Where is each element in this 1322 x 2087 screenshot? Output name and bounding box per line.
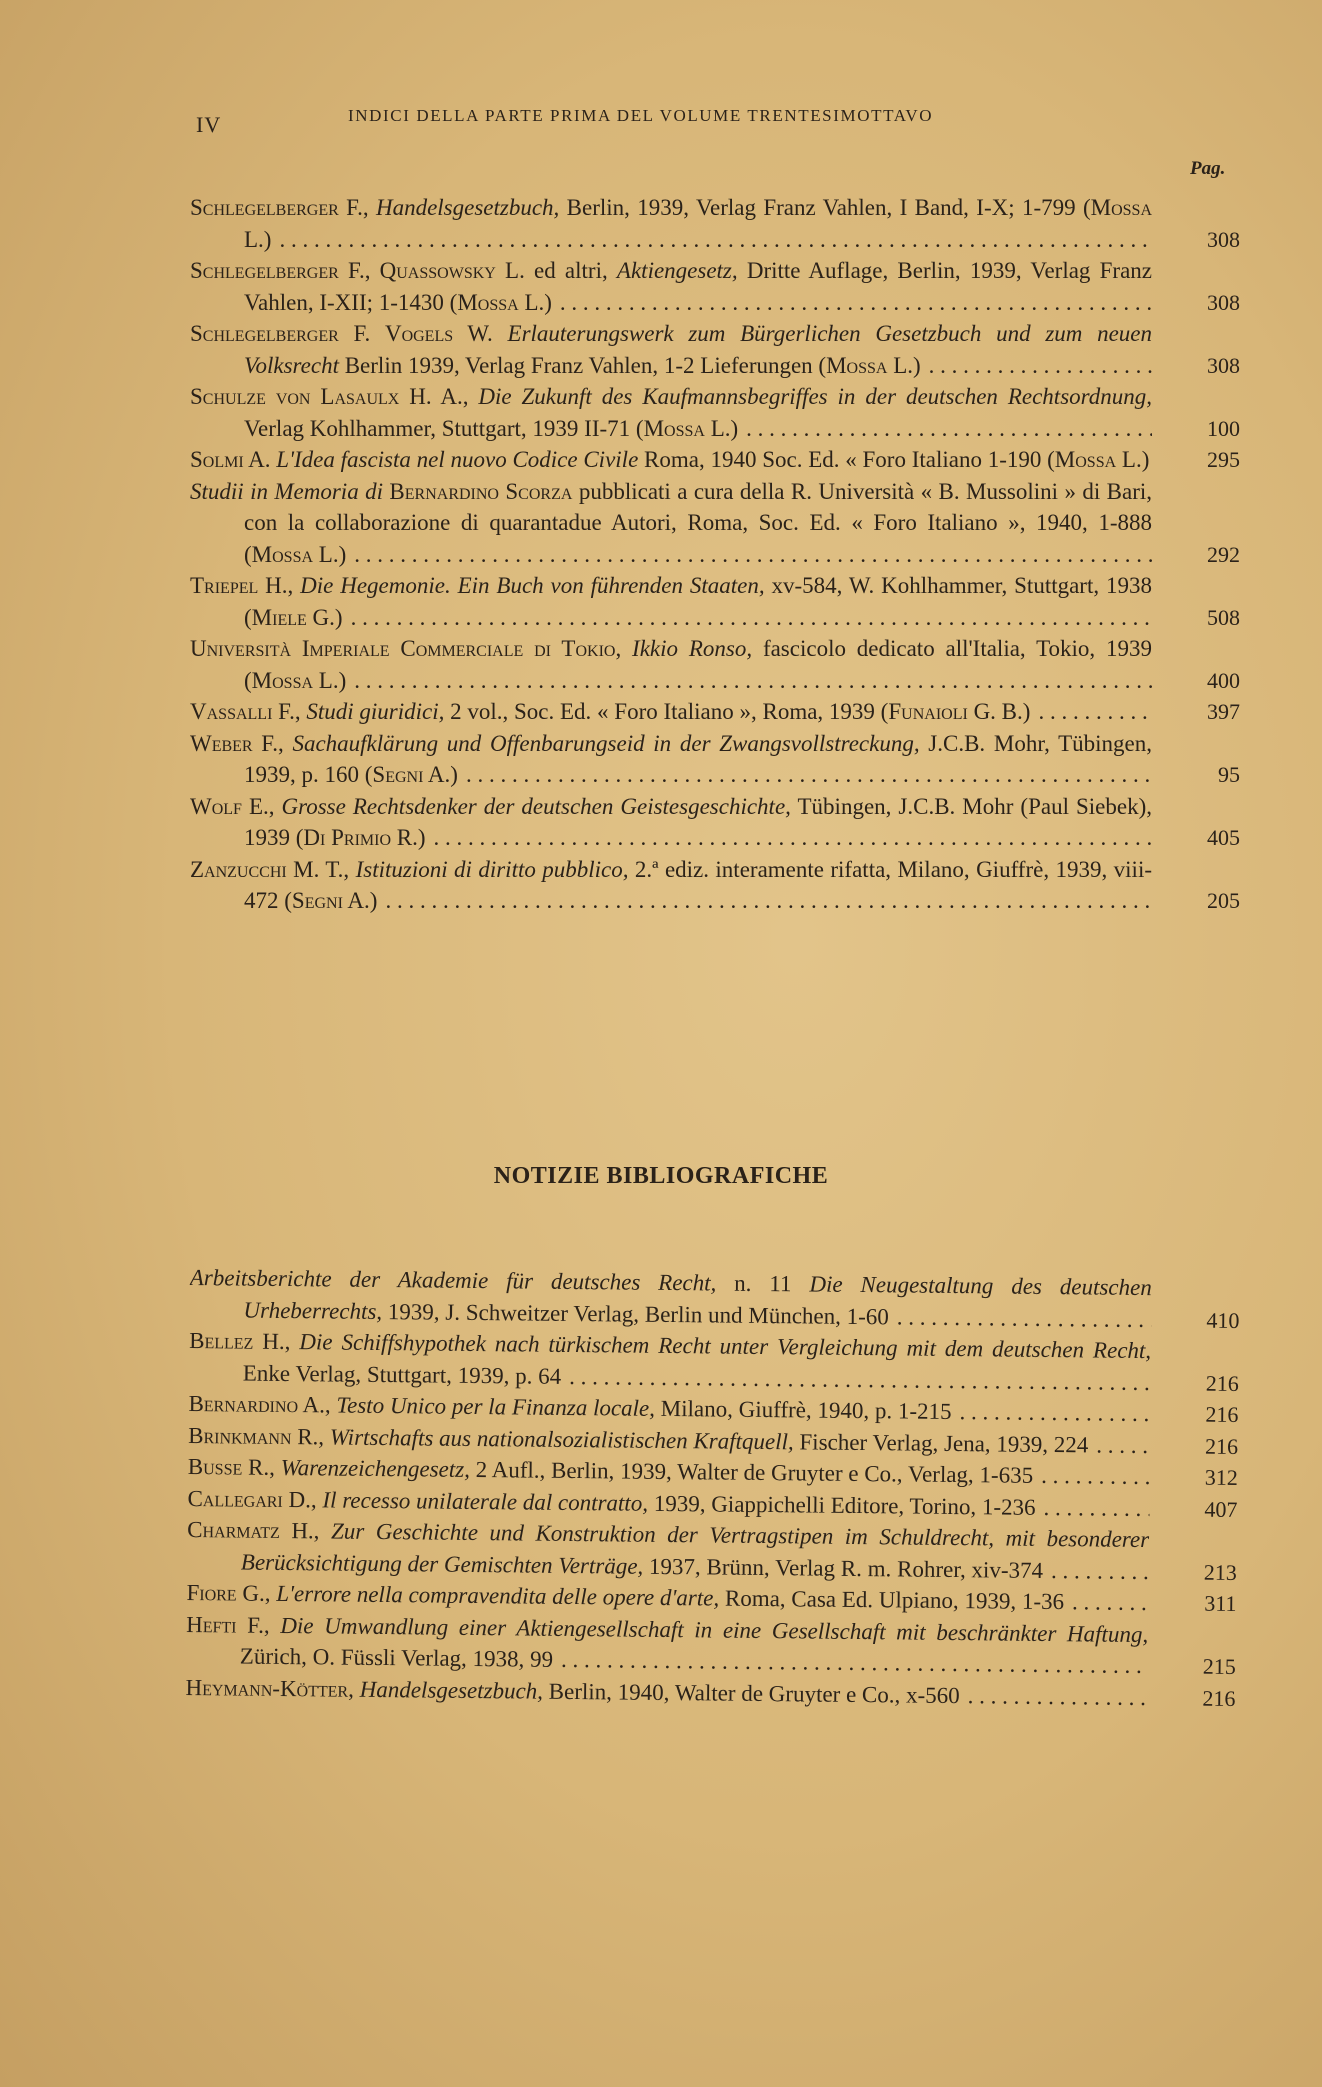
citation-text: 2 Aufl., Berlin, 1939, Walter de Gruyter e Co., Verlag, 1-635 xyxy=(469,1456,1034,1488)
citation-text: A.) xyxy=(342,888,378,913)
page-number: 405 xyxy=(1207,825,1240,850)
page-number: 216 xyxy=(1205,1401,1239,1427)
citation-text: Dritte Auflage, Berlin, 1939, Verlag Franz Vahlen, I-XII; 1-1430 ( xyxy=(244,258,1152,315)
work-title: Testo Unico per la Finanza locale, xyxy=(336,1392,656,1421)
author-name: Mossa xyxy=(251,541,314,567)
citation-text: D., xyxy=(282,1486,323,1512)
citation-text: 2 vol., Soc. Ed. « Foro Italiano », Roma, 1939 ( xyxy=(444,699,889,724)
index-entry xyxy=(190,570,1240,633)
work-title: Die Schiffshypothek nach türkischem Recht unter Vergleichung mit dem deutschen Recht, xyxy=(299,1329,1152,1364)
entry-text xyxy=(190,696,1152,728)
section-heading: NOTIZIE BIBLIOGRAFICHE xyxy=(493,1163,829,1189)
work-title: Zur Geschichte und Konstruktion der Vertragstipen im Schuldrecht, mit besonderer Berücksichtigung der Gemischten Verträge, xyxy=(240,1518,1150,1579)
author-name: Segni xyxy=(291,888,343,913)
index-entry xyxy=(190,381,1240,444)
entry-text xyxy=(190,318,1152,381)
citation-text: F., xyxy=(272,699,307,724)
citation-text: M. T., xyxy=(286,856,356,882)
author-name: Bernardino Scorza xyxy=(389,478,573,504)
citation-text: Berlin, 1940, Walter de Gruyter e Co., x-560 xyxy=(542,1678,960,1708)
author-name: Weber xyxy=(190,730,253,756)
citation-text: A. xyxy=(243,447,277,472)
citation-text: 1937, Brünn, Verlag R. m. Rohrer, xiv-374 xyxy=(643,1553,1044,1583)
citation-text: fascicolo dedicato all'Italia, Tokio, 1939 ( xyxy=(244,636,1152,693)
entry-text xyxy=(190,570,1152,633)
work-title: Istituzioni di diritto pubblico, xyxy=(355,856,629,882)
entry-text xyxy=(187,1514,1150,1587)
author-name: Quassowsky xyxy=(379,258,496,283)
index-entry xyxy=(190,318,1240,381)
work-title: L'errore nella compravendita delle opere d'arte, xyxy=(276,1580,720,1611)
page-number: 311 xyxy=(1204,1590,1237,1616)
citation-text: L.) xyxy=(518,289,552,315)
author-name: Mossa xyxy=(251,667,314,693)
citation-text: R., xyxy=(242,1454,281,1480)
author-name: Vogels xyxy=(384,321,454,346)
citation-text: 1939, Giappichelli Editore, Torino, 1-236 xyxy=(647,1490,1036,1520)
author-name: Mossa xyxy=(1090,195,1152,220)
index-entry xyxy=(190,192,1240,255)
page-numeral: IV xyxy=(196,112,222,137)
author-name: Bellez xyxy=(189,1327,254,1354)
citation-text: xv-584, W. Kohlhammer, Stuttgart, 1938 ( xyxy=(244,573,1152,630)
citation-text: , xyxy=(348,1676,360,1702)
index-entry xyxy=(190,791,1240,854)
citation-text: pubblicati a cura della R. Università « B. Mussolini » di Bari, con la collaborazione di quarantadue Autori, Roma, Soc. Ed. « Foro Italiano », 1940, 1-888 ( xyxy=(244,478,1152,567)
work-title: Die Zukunft des Kaufmannsbegriffes in der deutschen Rechtsordnung, xyxy=(478,384,1152,409)
page-number: 312 xyxy=(1204,1464,1238,1490)
author-name: Segni xyxy=(372,762,424,787)
index-entry xyxy=(190,728,1240,791)
citation-text: L.) xyxy=(1116,447,1150,472)
citation-text: Berlin 1939, Verlag Franz Vahlen, 1-2 Lieferungen ( xyxy=(338,352,827,378)
page-number: 397 xyxy=(1207,699,1240,724)
bibliographic-notices-list xyxy=(185,1262,1240,1714)
citation-text: A., xyxy=(297,1392,337,1418)
author-name: Schlegelberger xyxy=(190,195,339,220)
entry-text xyxy=(190,854,1152,917)
citation-text: L.) xyxy=(887,352,921,378)
index-entry xyxy=(190,476,1240,571)
page-number: 308 xyxy=(1207,352,1240,378)
index-entry xyxy=(187,1514,1238,1588)
citation-text: F., xyxy=(338,258,380,283)
citation-text: Verlag Kohlhammer, Stuttgart, 1939 II-71 ( xyxy=(244,415,644,441)
citation-text: G. B.) xyxy=(967,699,1031,724)
citation-text: J.C.B. Mohr, Tübingen, 1939, p. 160 ( xyxy=(244,730,1152,787)
author-name: Di Primio xyxy=(303,825,392,850)
entry-text xyxy=(189,1325,1152,1398)
citation-text: Enke Verlag, Stuttgart, 1939, p. 64 xyxy=(242,1360,562,1389)
index-entry xyxy=(190,854,1240,917)
work-title: Handelsgesetzbuch, xyxy=(359,1676,544,1704)
citation-text: Fischer Verlag, Jena, 1939, 224 xyxy=(793,1428,1089,1457)
page-number: 407 xyxy=(1204,1496,1238,1522)
citation-text: n. 11 xyxy=(716,1270,810,1297)
author-name: Schlegelberger xyxy=(190,321,339,346)
citation-text: H., xyxy=(279,1517,332,1544)
page-number: 508 xyxy=(1207,604,1240,630)
entry-text xyxy=(190,791,1152,854)
author-name: Vassalli xyxy=(190,699,273,724)
author-name: Hefti xyxy=(186,1611,237,1638)
page-number: 205 xyxy=(1207,888,1240,913)
page-number: 216 xyxy=(1205,1370,1239,1396)
citation-text: Roma, Casa Ed. Ulpiano, 1939, 1-36 xyxy=(719,1585,1065,1615)
entry-text xyxy=(190,192,1152,255)
index-entry xyxy=(190,255,1240,318)
work-title: Sachaufklärung und Offenbarungseid in der Zwangsvollstreckung, xyxy=(292,730,920,756)
citation-text: F. xyxy=(338,321,385,346)
author-name: Mossa xyxy=(643,415,705,441)
citation-text: R., xyxy=(291,1423,330,1449)
citation-text: L.) xyxy=(244,226,272,252)
citation-text: W. xyxy=(453,321,508,346)
author-name: Heymann-Kötter xyxy=(185,1674,349,1702)
page-number: 95 xyxy=(1218,762,1240,787)
author-name: Funaioli xyxy=(888,699,968,724)
entry-text xyxy=(190,476,1152,571)
work-title: Die Hegemonie. Ein Buch von führenden Staaten, xyxy=(300,573,765,598)
author-name: Mossa xyxy=(1054,447,1117,472)
citation-text: H., xyxy=(253,1328,300,1355)
citation-text: H. A., xyxy=(399,384,479,409)
page-column-label: Pag. xyxy=(1190,158,1226,179)
citation-text: R.) xyxy=(391,825,426,850)
citation-text: L.) xyxy=(313,541,347,567)
index-entry xyxy=(190,696,1240,728)
page-number: 216 xyxy=(1205,1433,1239,1459)
entry-text xyxy=(189,1262,1152,1335)
page-number: 215 xyxy=(1202,1653,1236,1679)
index-entry xyxy=(190,444,1240,476)
author-name: Callegari xyxy=(187,1485,283,1512)
work-title: Handelsgesetzbuch, xyxy=(375,195,560,220)
author-name: Schlegelberger xyxy=(190,258,339,283)
entry-text xyxy=(190,633,1152,696)
citation-text: E., xyxy=(241,793,282,819)
author-name: Schulze von Lasaulx xyxy=(190,384,400,409)
citation-text: G.) xyxy=(306,604,343,630)
index-entry xyxy=(190,633,1240,696)
page-number: 295 xyxy=(1207,447,1240,472)
author-name: Brinkmann xyxy=(188,1422,292,1449)
reviews-index-list xyxy=(190,192,1240,917)
work-title: Erlauterungswerk zum Bürgerlichen Gesetzbuch und zum neuen Volksrecht xyxy=(244,321,1152,378)
work-title: Aktiengesetz, xyxy=(616,258,738,283)
citation-text: F., xyxy=(236,1612,281,1638)
work-title: Arbeitsberichte der Akademie für deutsches Recht, xyxy=(189,1264,717,1296)
author-name: Solmi xyxy=(190,447,244,472)
author-name: Mossa xyxy=(457,289,519,315)
work-title: Studi giuridici, xyxy=(306,699,445,724)
entry-text xyxy=(186,1608,1149,1681)
author-name: Zanzucchi xyxy=(190,856,287,882)
page-number: 213 xyxy=(1203,1559,1237,1585)
page-number: 100 xyxy=(1207,415,1240,441)
citation-text: L. ed altri, xyxy=(495,258,617,283)
work-title: Die Umwandlung einer Aktiengesellschaft in eine Gesellschaft mit beschränkter Haftung, xyxy=(280,1612,1149,1647)
author-name: Charmatz xyxy=(187,1516,281,1543)
citation-text: H., xyxy=(258,573,301,598)
author-name: Busse xyxy=(187,1453,243,1480)
entry-text xyxy=(190,444,1152,476)
citation-text: Zürich, O. Füssli Verlag, 1938, 99 xyxy=(239,1643,554,1672)
citation-text: L.) xyxy=(704,415,739,441)
citation-text: Tübingen, J.C.B. Mohr (Paul Siebek), 1939 ( xyxy=(244,793,1152,850)
citation-text: G., xyxy=(236,1580,277,1606)
page-number: 292 xyxy=(1207,541,1240,567)
work-title: Il recesso unilaterale dal contratto, xyxy=(322,1486,649,1516)
author-name: Bernardino xyxy=(188,1390,299,1418)
author-name: Fiore xyxy=(186,1579,237,1606)
author-name: Triepel xyxy=(190,573,259,598)
page-number: 410 xyxy=(1206,1307,1240,1333)
citation-text: , xyxy=(615,636,633,661)
index-entry xyxy=(189,1325,1240,1399)
page-number: 400 xyxy=(1207,667,1240,693)
entry-text xyxy=(190,255,1152,318)
citation-text: Milano, Giuffrè, 1940, p. 1-215 xyxy=(654,1395,952,1424)
citation-text: Berlin, 1939, Verlag Franz Vahlen, I Band, I-X; 1-799 ( xyxy=(559,195,1091,220)
page-number: 308 xyxy=(1207,289,1240,315)
page-number: 216 xyxy=(1202,1685,1236,1711)
author-name: Università Imperiale Commerciale di Tokio xyxy=(190,636,616,661)
citation-text: A.) xyxy=(423,762,458,787)
work-title: L'Idea fascista nel nuovo Codice Civile xyxy=(276,447,639,472)
citation-text: 1939, J. Schweitzer Verlag, Berlin und München, 1-60 xyxy=(381,1298,889,1329)
entry-text xyxy=(190,381,1152,444)
author-name: Mossa xyxy=(826,352,888,378)
citation-text: F., xyxy=(252,730,293,756)
entry-text xyxy=(190,728,1152,791)
citation-text: Roma, 1940 Soc. Ed. « Foro Italiano 1-190 ( xyxy=(638,447,1055,472)
citation-text: 2.ª ediz. interamente rifatta, Milano, Giuffrè, 1939, viii-472 ( xyxy=(244,856,1152,913)
work-title: Ikkio Ronso, xyxy=(632,636,753,661)
index-entry xyxy=(186,1608,1237,1682)
author-name: Wolf xyxy=(190,793,242,819)
index-entry xyxy=(189,1262,1240,1336)
page-number: 308 xyxy=(1207,226,1240,252)
citation-text: L.) xyxy=(313,667,347,693)
author-name: Miele xyxy=(251,604,307,630)
citation-text: F., xyxy=(338,195,376,220)
work-title: Studii in Memoria di xyxy=(190,478,383,504)
work-title: Wirtschafts aus nationalsozialistischen Kraftquell, xyxy=(329,1423,794,1454)
work-title: Die Neugestaltung des deutschen Urheberrechts, xyxy=(243,1271,1152,1324)
running-header-title: INDICI DELLA PARTE PRIMA DEL VOLUME TRENTESIMOTTAVO xyxy=(348,106,934,125)
work-title: Grosse Rechtsdenker der deutschen Geistesgeschichte, xyxy=(281,793,791,819)
work-title: Warenzeichengesetz, xyxy=(280,1454,471,1482)
